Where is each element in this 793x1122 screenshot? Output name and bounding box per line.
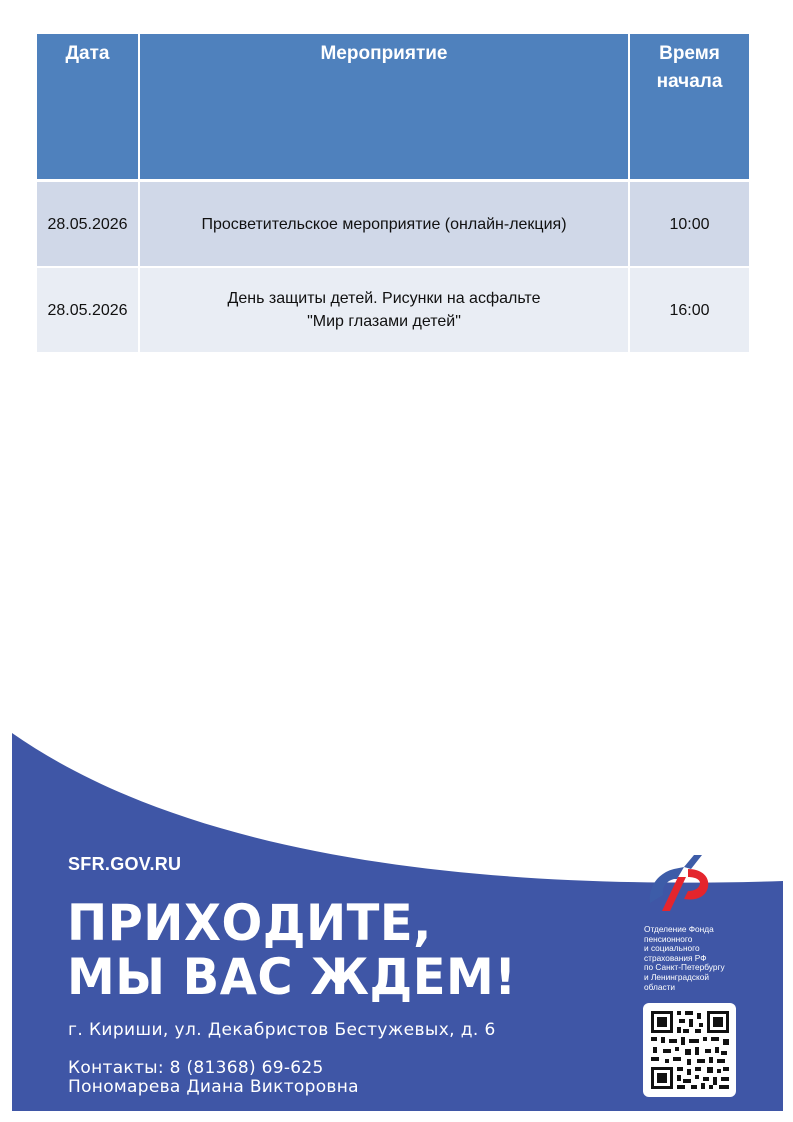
contacts-person: Пономарева Диана Викторовна: [68, 1077, 359, 1097]
event-line: День защиты детей. Рисунки на асфальте: [227, 290, 541, 307]
org-line: страхования РФ: [644, 952, 707, 963]
event-line: Просветительское мероприятие (онлайн-лекция): [201, 215, 567, 233]
table-header-row: [37, 34, 749, 181]
address: г. Кириши, ул. Декабристов Бестужевых, д. 6: [68, 1020, 496, 1040]
org-line: пенсионного: [644, 933, 693, 944]
org-line: и социального: [644, 943, 700, 954]
headline: [67, 896, 517, 1004]
org-line: Отделение Фонда: [644, 924, 714, 934]
footer-banner: [12, 733, 783, 1111]
row-event: [139, 267, 629, 353]
row-date: 28.05.2026: [37, 267, 139, 353]
org-name: [644, 925, 756, 992]
header-time: Время начала: [629, 34, 749, 181]
qr-code-icon: [651, 1011, 729, 1089]
table-row: [37, 267, 749, 353]
contacts: [68, 1059, 359, 1097]
site-url[interactable]: SFR.GOV.RU: [68, 854, 182, 874]
org-line: по Санкт-Петербургу: [644, 962, 725, 973]
contacts-phone: Контакты: 8 (81368) 69-625: [68, 1058, 324, 1078]
row-event: [139, 181, 629, 268]
table-row: [37, 181, 749, 268]
qr-card: [643, 1003, 736, 1097]
events-table: [37, 34, 749, 354]
header-event: Мероприятие: [139, 34, 629, 181]
event-line: "Мир глазами детей": [307, 313, 461, 330]
row-date: 28.05.2026: [37, 181, 139, 268]
sfr-logo-icon: [644, 853, 716, 915]
headline-line: ПРИХОДИТЕ,: [67, 894, 432, 952]
row-time: 10:00: [629, 181, 749, 268]
org-line: и Ленинградской: [644, 971, 710, 982]
row-time: 16:00: [629, 267, 749, 353]
header-date: Дата: [37, 34, 139, 181]
headline-line: МЫ ВАС ЖДЕМ!: [67, 948, 517, 1006]
org-line: области: [644, 981, 676, 992]
